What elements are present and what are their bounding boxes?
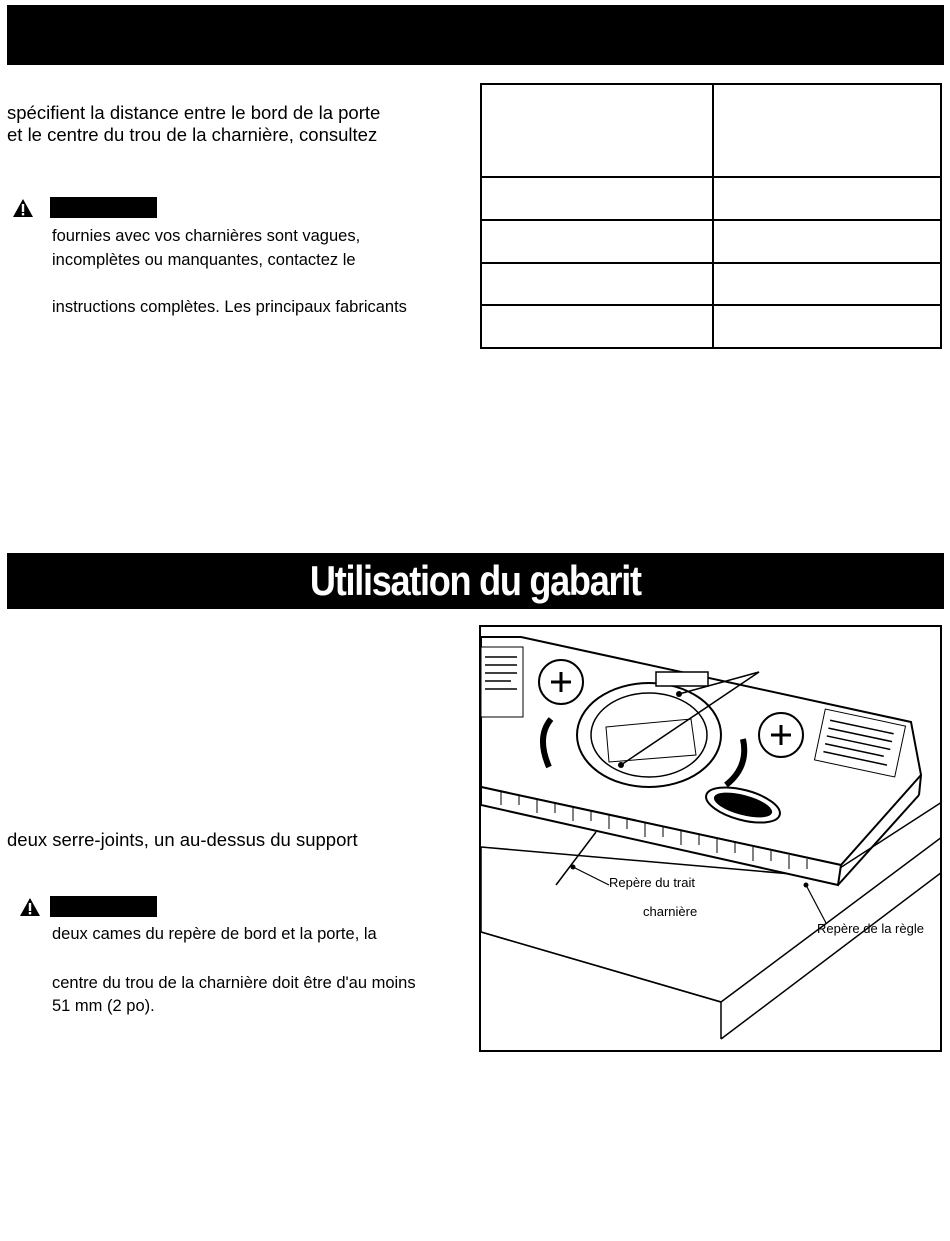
label-hinge-line: Repère du trait [609,875,695,890]
note-line: instructions complètes. Les principaux fabricants [52,298,407,316]
table-cell [481,263,713,305]
note-line: incomplètes ou manquantes, contactez le [52,251,356,269]
table-cell [713,305,941,348]
table-cell [713,177,941,220]
table-cell [481,305,713,348]
table-cell [713,84,941,177]
table-row [481,177,941,220]
note-line: 51 mm (2 po). [52,997,155,1015]
table-cell [713,220,941,263]
intro-text [7,102,380,146]
warning-triangle-icon [19,897,41,917]
warning-triangle-icon [12,198,34,218]
warning-label [50,197,157,218]
table-cell [481,177,713,220]
header-bar [7,5,944,65]
label-hinge-line-2: charnière [643,904,698,919]
table-row [481,220,941,263]
note-line: centre du trou de la charnière doit être d'au moins [52,974,416,992]
table-row [481,263,941,305]
jig-drawing [481,627,942,1052]
intro-line: et le centre du trou de la charnière, consultez [7,124,378,145]
table-cell [713,263,941,305]
note-line: deux cames du repère de bord et la porte, la [52,925,377,943]
section-title-bar [7,553,944,609]
table-row [481,84,941,177]
section-title: Utilisation du gabarit [310,557,641,604]
table-cell [481,220,713,263]
label-ruler-mark: Repère de la règle [817,921,924,936]
spec-table [480,83,942,349]
body-text: deux serre-joints, un au-dessus du support [7,829,358,850]
table-row [481,305,941,348]
note-line: fournies avec vos charnières sont vagues, [52,227,361,245]
jig-illustration [479,625,942,1052]
warning-label [50,896,157,917]
table-cell [481,84,713,177]
top-stop [656,672,708,686]
intro-line: spécifient la distance entre le bord de la porte [7,102,381,123]
